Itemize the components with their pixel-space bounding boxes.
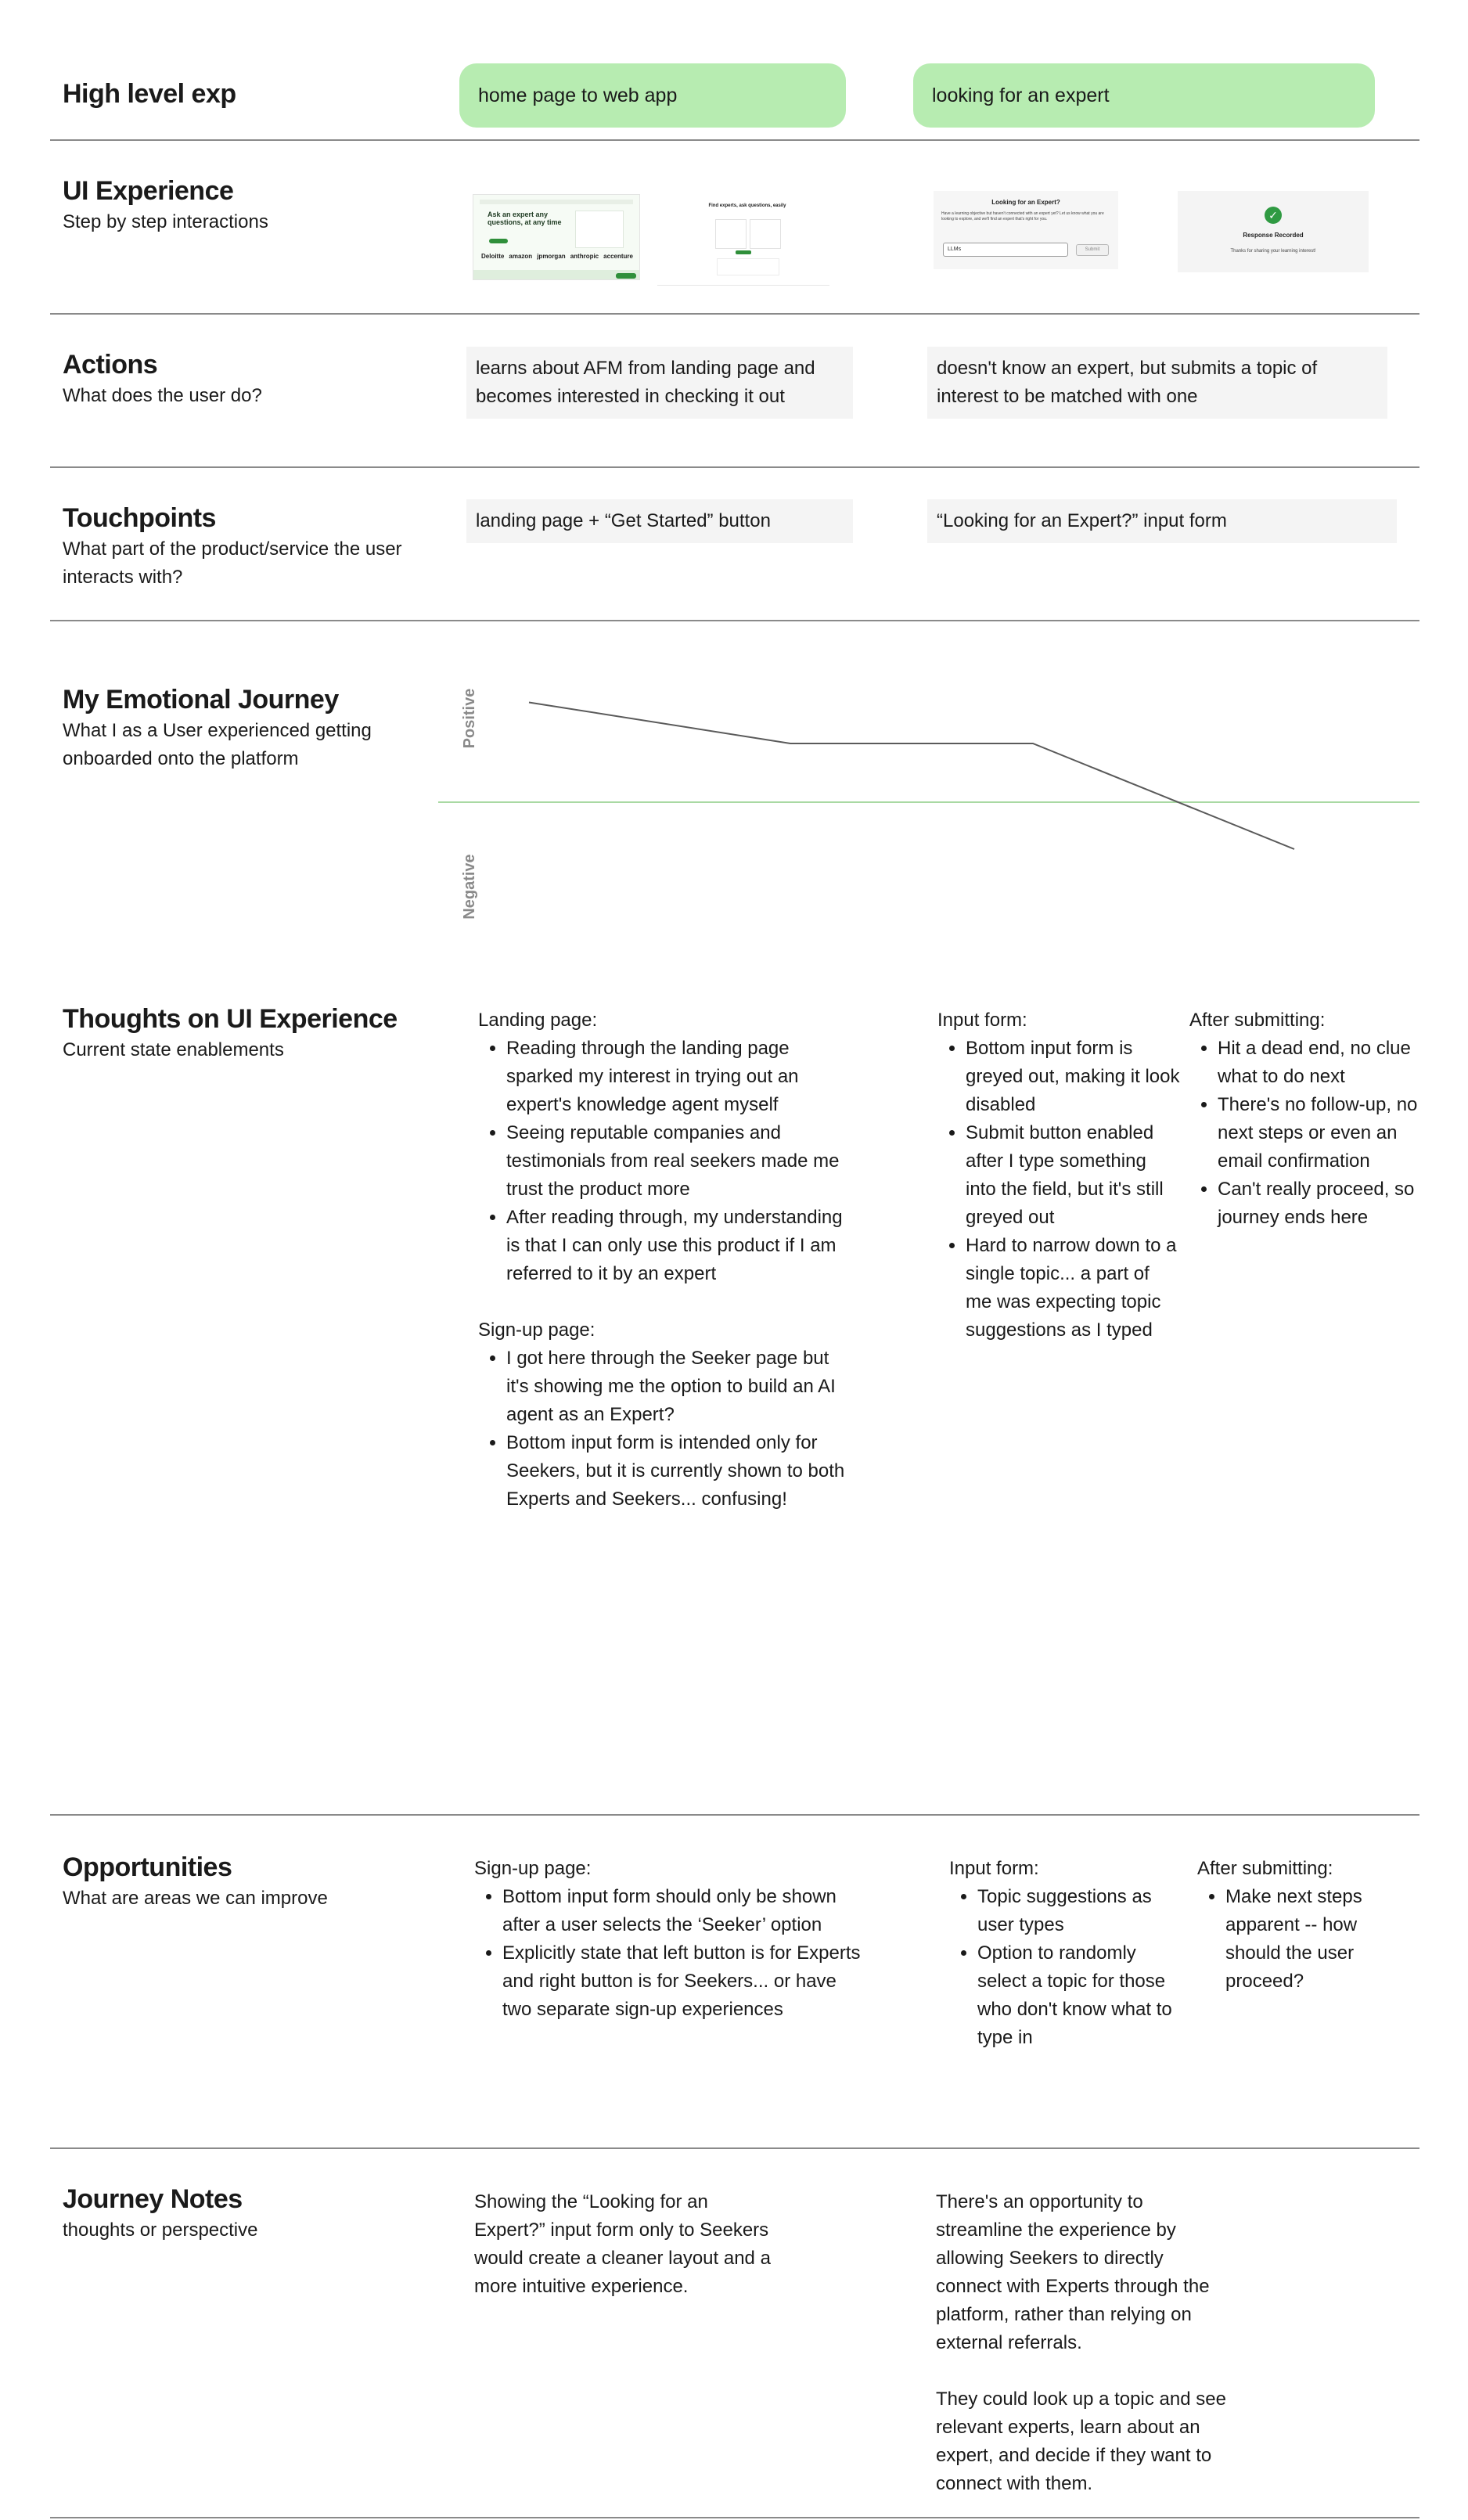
list-item: • Bottom input form should only be shown after a user selects the ‘Seeker’ option <box>502 1883 865 1939</box>
list-item: • Seeing reputable companies and testimonials from real seekers made me trust the product more <box>506 1119 846 1204</box>
thumb-form-title: Looking for an Expert? <box>991 199 1060 206</box>
high-level-header <box>63 77 407 111</box>
thumb-confirm-title: Response Recorded <box>1243 232 1304 239</box>
positive-axis-label: Positive <box>461 688 478 749</box>
list-item: • Option to randomly select a topic for those who don't know what to type in <box>977 1939 1184 2052</box>
logo: amazon <box>509 253 533 260</box>
spacer <box>478 1288 846 1316</box>
block-heading: Input form: <box>949 1858 1039 1879</box>
logo: anthropic <box>570 253 599 260</box>
row-subtitle: What I as a User experienced getting onboarded onto the platform <box>63 720 372 769</box>
nav-bar <box>480 200 633 204</box>
bullet-list <box>478 1035 846 1288</box>
thumb-hero-card <box>575 211 624 248</box>
block-heading: Landing page: <box>478 1010 598 1031</box>
logo: Deloitte <box>481 253 505 260</box>
list-item: • Bottom input form is greyed out, making it look disabled <box>966 1035 1180 1119</box>
bullet-list <box>1189 1035 1424 1232</box>
row-divider <box>50 2147 1419 2149</box>
row-subtitle: What part of the product/service the user interacts with? <box>63 538 402 588</box>
thumb-title: Find experts, ask questions, easily <box>708 203 786 208</box>
row-title: Opportunities <box>63 1852 232 1882</box>
row-subtitle: thoughts or perspective <box>63 2219 258 2241</box>
row-divider <box>50 139 1419 141</box>
list-item: • Can't really proceed, so journey ends here <box>1218 1175 1424 1232</box>
ui-experience-header <box>63 174 407 236</box>
stage-pill: home page to web app <box>459 63 846 128</box>
thumb-confirm-body: Thanks for sharing your learning interest! <box>1230 249 1316 254</box>
thumb-seeker-card <box>750 219 781 249</box>
list-item: • There's no follow-up, no next steps or even an email confirmation <box>1218 1091 1424 1175</box>
check-icon: ✓ <box>1265 207 1282 224</box>
row-subtitle: Current state enablements <box>63 1039 284 1060</box>
list-item: • Submit button enabled after I type something into the field, but it's still greyed out <box>966 1119 1180 1232</box>
row-subtitle: What does the user do? <box>63 385 262 406</box>
row-subtitle: What are areas we can improve <box>63 1888 328 1909</box>
list-item: • I got here through the Seeker page but it's showing me the option to build an AI agent as an Expert? <box>506 1345 846 1429</box>
block-heading: Sign-up page: <box>478 1319 595 1341</box>
note-text: They could look up a topic and see relevant experts, learn about an expert, and decide if they want to connect with them. <box>936 2389 1226 2494</box>
row-divider <box>50 313 1419 315</box>
row-title: UI Experience <box>63 176 234 206</box>
expert-form-thumbnail <box>934 191 1118 269</box>
emotion-line <box>529 703 1294 850</box>
list-item: • Make next steps apparent -- how should the user proceed? <box>1225 1883 1409 1996</box>
logo: accenture <box>603 253 633 260</box>
list-item: • Reading through the landing page sparked my interest in trying out an expert's knowledge agent myself <box>506 1035 846 1119</box>
row-divider <box>50 620 1419 621</box>
journey-note-right <box>936 2188 1233 2498</box>
thumb-form-body: Have a learning objective but haven't connected with an expert yet? Let us know what you are looking to explore, and we'll find an expert that's right for you. <box>941 211 1104 221</box>
bullet-list <box>937 1035 1180 1345</box>
action-card: learns about AFM from landing page and becomes interested in checking it out <box>466 347 853 419</box>
confirmation-thumbnail <box>1178 191 1369 272</box>
thoughts-input-form-block <box>937 1006 1180 1345</box>
list-item: • Hard to narrow down to a single topic... a part of me was expecting topic suggestions as I typed <box>966 1232 1180 1345</box>
thumb-divider <box>657 285 829 286</box>
stage-pill: looking for an expert <box>913 63 1375 128</box>
opportunities-input-form-block <box>949 1855 1184 2052</box>
row-divider <box>50 2517 1419 2518</box>
touchpoints-header <box>63 501 407 592</box>
touchpoint-card: “Looking for an Expert?” input form <box>927 499 1397 543</box>
spacer <box>936 2357 1233 2385</box>
bullet-list <box>478 1345 846 1514</box>
note-text: There's an opportunity to streamline the experience by allowing Seekers to directly connect with Experts through the platform, rather than relying on external referrals. <box>936 2191 1210 2353</box>
landing-page-thumbnail <box>473 194 640 280</box>
block-heading: After submitting: <box>1189 1010 1326 1031</box>
block-heading: Input form: <box>937 1010 1027 1031</box>
thumb-logo-strip <box>481 253 633 260</box>
journey-notes-header <box>63 2182 407 2245</box>
opportunities-signup-block <box>474 1855 865 2024</box>
thumb-bottom-form <box>717 258 779 275</box>
row-title: Touchpoints <box>63 503 216 533</box>
thoughts-landing-block <box>478 1006 846 1514</box>
action-card: doesn't know an expert, but submits a topic of interest to be matched with one <box>927 347 1387 419</box>
negative-axis-label: Negative <box>461 854 478 920</box>
thumb-chat-button <box>616 273 636 279</box>
thumb-form-input: LLMs <box>943 243 1068 257</box>
row-subtitle: Step by step interactions <box>63 211 268 232</box>
note-text: Showing the “Looking for an Expert?” input form only to Seekers would create a cleaner layout and a more intuitive experience. <box>474 2191 771 2297</box>
list-item: • Explicitly state that left button is for Experts and right button is for Seekers... or have two separate sign-up experiences <box>502 1939 865 2024</box>
thumb-expert-card <box>715 219 747 249</box>
bullet-list <box>1197 1883 1409 1996</box>
row-title: My Emotional Journey <box>63 685 339 715</box>
list-item: • Topic suggestions as user types <box>977 1883 1184 1939</box>
journey-note-left <box>474 2188 772 2301</box>
block-heading: After submitting: <box>1197 1858 1333 1879</box>
logo: jpmorgan <box>537 253 566 260</box>
block-heading: Sign-up page: <box>474 1858 592 1879</box>
opportunities-header <box>63 1850 407 1913</box>
opportunities-after-submit-block <box>1197 1855 1409 1996</box>
signup-page-thumbnail <box>657 193 829 286</box>
list-item: • Bottom input form is intended only for Seekers, but it is currently shown to both Experts and Seekers... confusing! <box>506 1429 846 1514</box>
touchpoint-card: landing page + “Get Started” button <box>466 499 853 543</box>
thumb-cta <box>489 239 508 243</box>
list-item: • After reading through, my understanding is that I can only use this product if I am referred to it by an expert <box>506 1204 846 1288</box>
row-title: Journey Notes <box>63 2184 243 2214</box>
actions-header <box>63 347 407 410</box>
list-item: • Hit a dead end, no clue what to do next <box>1218 1035 1424 1091</box>
thoughts-after-submit-block <box>1189 1006 1424 1232</box>
emotional-header <box>63 682 399 773</box>
thumb-green-bar <box>736 250 751 254</box>
row-divider <box>50 466 1419 468</box>
thoughts-header <box>63 1002 423 1064</box>
row-title: Thoughts on UI Experience <box>63 1004 398 1034</box>
thumb-submit-button: Submit <box>1076 244 1109 256</box>
row-title: High level exp <box>63 79 236 109</box>
bullet-list <box>474 1883 865 2024</box>
emotion-chart <box>438 673 1424 939</box>
bullet-list <box>949 1883 1184 2052</box>
thumb-headline: Ask an expert any questions, at any time <box>488 211 562 226</box>
row-divider <box>50 1814 1419 1816</box>
row-title: Actions <box>63 350 158 380</box>
